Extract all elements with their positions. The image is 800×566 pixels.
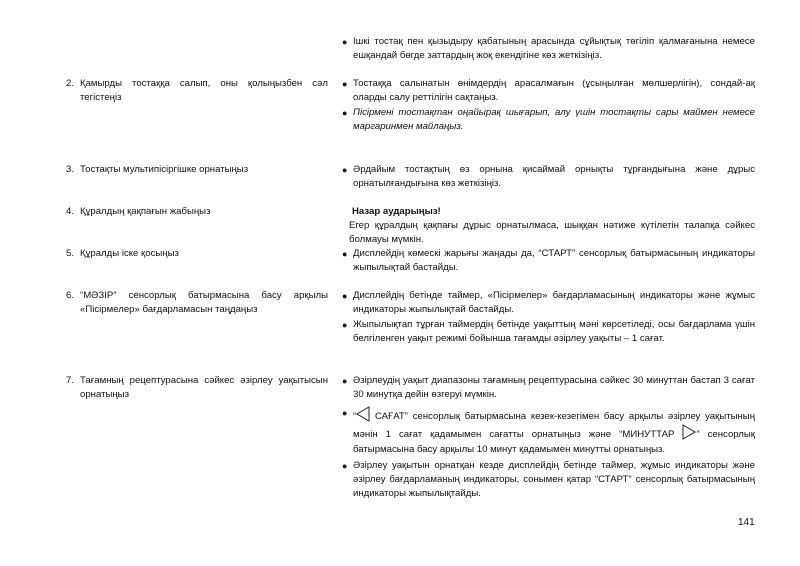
triangle-right-icon [682, 424, 696, 440]
step-number: 7. [66, 375, 75, 386]
bullet-marker: ● [342, 461, 348, 471]
step-number: 5. [66, 248, 75, 259]
bullet-item [342, 318, 755, 346]
step-text: Қамырды тостаққа салып, оны қолыңызбен сәл тегістеңіз [80, 78, 328, 103]
step-2 [66, 77, 328, 105]
bullet-marker: ● [342, 291, 348, 301]
bullet-marker: ● [342, 249, 348, 259]
bullet-item [342, 35, 755, 63]
step-number: 6. [66, 290, 75, 301]
bullet-marker: ● [342, 108, 348, 118]
bullet-marker: ● [342, 408, 348, 418]
step-text: Құралды іске қосыңыз [80, 248, 179, 259]
bullet-text: Жыпылықтап тұрған таймердің бетінде уақыттың мәні көрсетіледі, осы бағдарлама үшін белгіленген уақыт режимі бойынша тағамды әзірлеу уақыты – 1 сағат. [353, 319, 755, 344]
step-number: 3. [66, 164, 75, 175]
step-text: “МӘЗІР” сенсорлық батырмасына басу арқылы «Пісірмелер» бағдарламасын таңдаңыз [80, 290, 328, 315]
bullet-text-part: САҒАТ” сенсорлық батырмасына кезек-кезегімен басу арқылы әзірлеу уақытының мәнін 1 сағат қадамымен сағатты орнатыңыз және “МИНУТТАР [353, 411, 755, 440]
bullet-marker: ● [342, 79, 348, 89]
step-text: Тағамның рецептурасына сәйкес әзірлеу уақытысын орнатыңыз [80, 375, 328, 400]
bullet-text-part: “ [353, 411, 357, 422]
bullet-item [342, 459, 755, 501]
bullet-text: Әзірлеудің уақыт диапазоны тағамның рецептурасына сәйкес 30 минуттан бастап 3 сағат 30 минутқа дейін өзгеруі мүмкін. [353, 375, 755, 400]
step-number: 4. [66, 206, 75, 217]
page-number: 141 [738, 517, 755, 528]
note-text: Егер құралдың қақпағы дұрыс орнатылмаса, шыққан нәтиже күтілетін талапқа сәйкес болмауы мүмкін. [349, 220, 755, 245]
bullet-text [353, 406, 755, 457]
bullet-marker: ● [342, 376, 348, 386]
note-title: Назар аударыңыз! [352, 206, 441, 217]
bullet-text: Әзірлеу уақытын орнатқан кезде дисплейдің бетінде таймер, жұмыс индикаторы және әзірлеу бағдарламаның индикаторы, сонымен қатар “СТАРТ” сенсорлық батырмасының индикаторы жыпылықтайды. [353, 460, 755, 499]
bullet-text-part: ” сенсорлық батырмасына басу арқылы 10 минут қадамымен минутты орнатыңыз. [353, 429, 756, 455]
step-4 [66, 205, 328, 219]
bullet-marker: ● [342, 320, 348, 330]
bullet-marker: ● [342, 165, 348, 175]
step-text: Тостақты мультипісіргішке орнатыңыз [80, 164, 249, 175]
bullet-item [342, 289, 755, 317]
bullet-text: Ішкі тостақ пен қызыдыру қабатының арасында сұйықтық төгіліп қалмағанына немесе ешқандай бөгде заттардың жоқ екендігіне көз жеткізіңіз. [353, 36, 755, 61]
bullet-item [342, 247, 755, 275]
bullet-text: Дисплейдің көмескі жарығы жаңады да, “СТАРТ” сенсорлық батырмасының индикаторы жыпылықтай бастайды. [353, 248, 755, 273]
bullet-text: Әрдайым тостақтың өз орнына қисаймай орнықты тұрғандығына және дұрыс орнатылғандығына көз жеткізіңіз. [353, 164, 755, 189]
bullet-text: Дисплейдің бетінде таймер, «Пісірмелер» бағдарламасының индикаторы және жұмыс индикаторы жыпылықтай бастайды. [353, 290, 755, 315]
bullet-text: Пісірмені тостақтан оңайырақ шығарып, алу үшін тостақты сары маймен немесе маргаринмен майлаңыз. [353, 107, 755, 132]
step-3 [66, 163, 328, 177]
step-7 [66, 374, 328, 402]
bullet-marker: ● [342, 37, 348, 47]
bullet-text: Тостаққа салынатын өнімдердің арасалмағын (ұсыңылған мөлшерлігін), сондай-ақ оларды салу реттілігін сақтаңыз. [353, 78, 755, 103]
step-number: 2. [66, 78, 75, 89]
bullet-item [342, 406, 755, 457]
bullet-item [342, 163, 755, 191]
triangle-left-icon [356, 406, 370, 422]
bullet-item [342, 77, 755, 105]
bullet-item [342, 374, 755, 402]
step-6 [66, 289, 328, 317]
bullet-item [342, 106, 755, 134]
step-5 [66, 247, 328, 261]
step-text: Құралдың қақпағын жабыңыз [80, 206, 211, 217]
